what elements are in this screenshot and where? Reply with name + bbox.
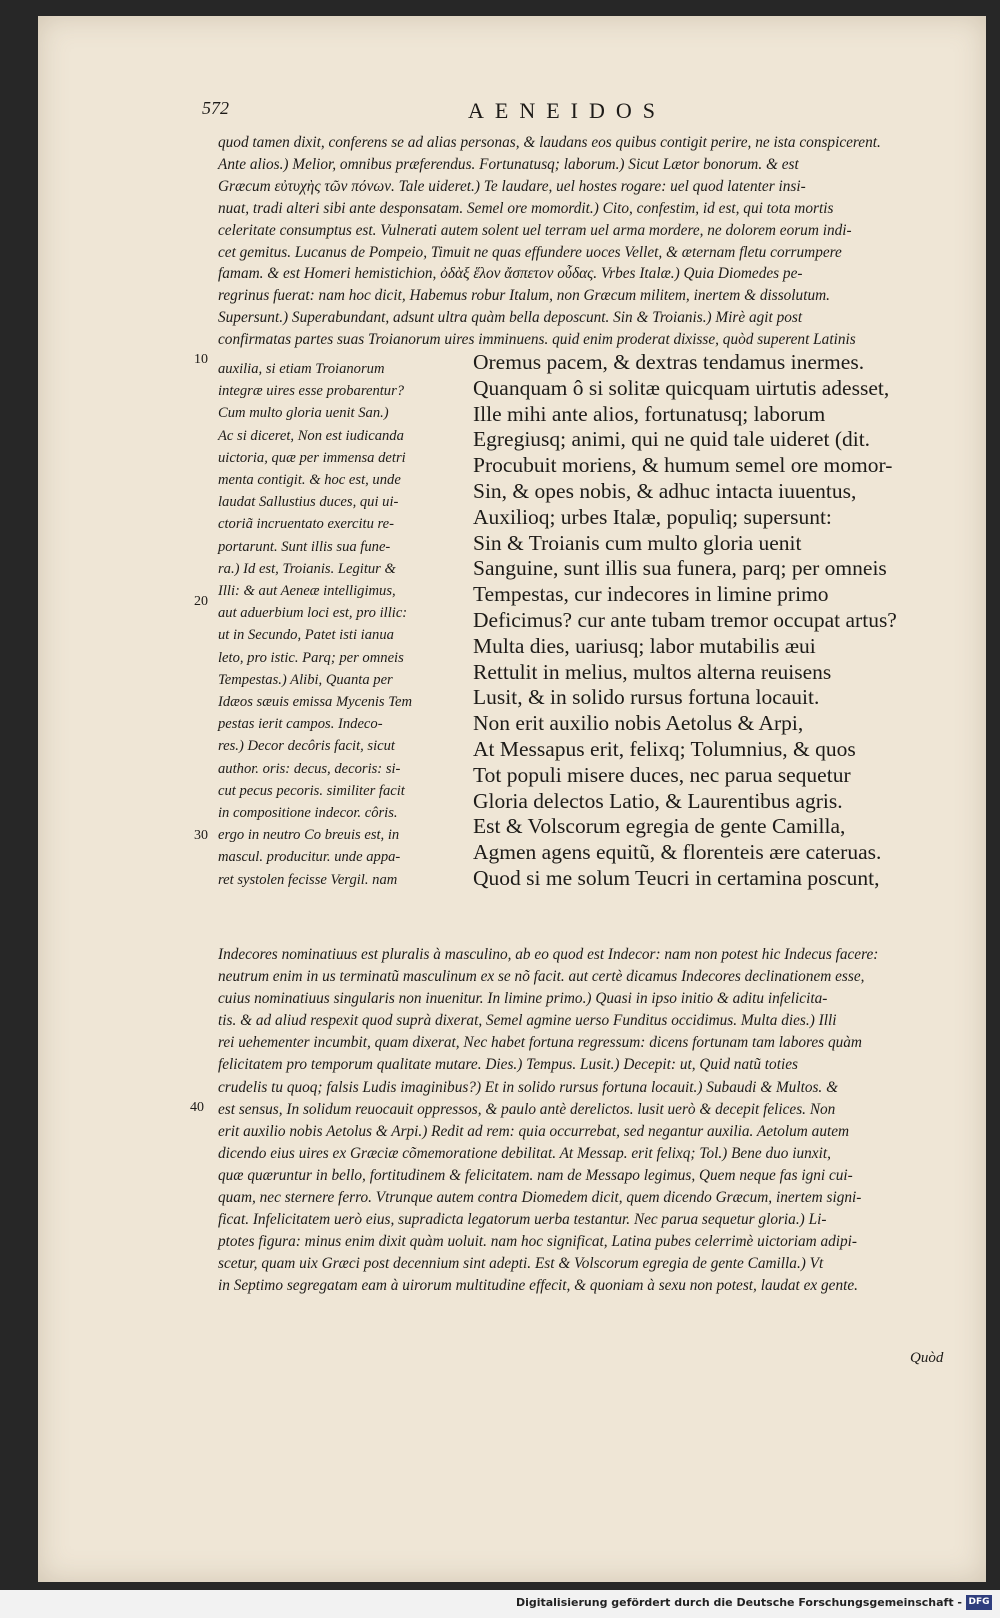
digitization-footer — [0, 1590, 1000, 1618]
book-page — [38, 16, 986, 1582]
commentary-line: menta contigit. & hoc est, unde — [218, 472, 401, 489]
commentary-line: est sensus, In solidum reuocauit oppressos, & paulo antè derelictos. lusit uerò & decepit felices. Non — [218, 1100, 836, 1118]
verse-line: Egregiusq; animi, qui ne quid tale uideret (dit. — [473, 427, 871, 452]
commentary-line: erit auxilio nobis Aetolus & Arpi.) Redit ad rem: quia occurrebat, sed negantur auxilia. Aetolum autem — [218, 1122, 850, 1140]
running-head: AENEIDOS — [468, 98, 666, 123]
commentary-line: famam. & est Homeri hemistichion, ὀδὰξ ἕλον ἄσπετον οὖδας. Vrbes Italæ.) Quia Diomedes pe- — [218, 265, 803, 283]
commentary-line: quæ quæruntur in bello, fortitudinem & felicitatem. nam de Messapo legimus, Quem neque fas igni cui- — [218, 1166, 853, 1184]
verse-line: Lusit, & in solido rursus fortuna locauit. — [473, 685, 820, 710]
commentary-line: Supersunt.) Superabundant, adsunt ultra quàm bella deposcunt. Sin & Troianis.) Mirè agit post — [218, 309, 803, 327]
commentary-line: aut aduerbium loci est, pro illic: — [218, 605, 408, 622]
commentary-line: Idæos sæuis emissa Mycenis Tem — [218, 694, 413, 711]
commentary-line: nuat, tradi alteri sibi ante desponsatam. Semel ore momordit.) Cito, confestim, id est, qui tota mortis — [218, 199, 834, 217]
verse-line: Quod si me solum Teucri in certamina poscunt, — [473, 865, 880, 890]
commentary-line: res.) Decor decôris facit, sicut — [218, 738, 395, 755]
verse-line: Oremus pacem, & dextras tendamus inermes. — [473, 350, 865, 374]
commentary-line: dicendo eius uires ex Græciæ cõmemoratione debilitat. At Messap. erit felixq; Tol.) Bene duo iunxit, — [218, 1144, 831, 1162]
line-number: 10 — [194, 352, 208, 367]
top-commentary — [218, 132, 881, 351]
commentary-line: Illi: & aut Aeneæ intelligimus, — [218, 583, 396, 600]
commentary-line: scetur, quam uix Græci post decennium sint adepti. Est & Volscorum egregia de gente Camilla.) Vt — [218, 1255, 824, 1273]
commentary-line: regrinus fuerat: nam hoc dicit, Habemus robur Italum, non Græcum militem, inertem & dissolutum. — [218, 287, 830, 305]
line-number: 20 — [194, 594, 208, 609]
commentary-line: ergo in neutro Co breuis est, in — [218, 827, 400, 844]
commentary-line: Ante alios.) Melior, omnibus præferendus. Fortunatusq; laborum.) Sicut Lætor bonorum. & est — [218, 155, 799, 173]
commentary-line: ctoriã incruentato exercitu re- — [218, 516, 395, 533]
verse-line: Deficimus? cur ante tubam tremor occupat artus? — [473, 607, 897, 632]
commentary-line: Indecores nominatiuus est pluralis à masculino, ab eo quod est Indecor: nam non potest hic Indecus facere: — [218, 946, 879, 963]
commentary-line: cuius nominatiuus singularis non inuenitur. In limine primo.) Quasi in ipso initio & aditu infelicita- — [218, 990, 828, 1008]
verse-line: Est & Volscorum egregia de gente Camilla, — [473, 814, 846, 839]
verse-line: Quanquam ô si solitæ quicquam uirtutis adesset, — [473, 375, 890, 400]
verse-line: At Messapus erit, felixq; Tolumnius, & quos — [473, 736, 856, 761]
commentary-line: ra.) Id est, Troianis. Legitur & — [218, 560, 396, 577]
commentary-line: cut pecus pecoris. similiter facit — [218, 782, 405, 799]
commentary-line: quod tamen dixit, conferens se ad alias personas, & laudans eos quibus contigit perire, ne ista conspicerent. — [218, 134, 881, 151]
commentary-line: Græcum εὐτυχὴς τῶν πόνων. Tale uideret.) Te laudare, uel hostes rogare: uel quod latenter insi- — [218, 177, 806, 195]
verse-line: Gloria delectos Latio, & Laurentibus agris. — [473, 788, 843, 813]
commentary-line: cet gemitus. Lucanus de Pompeio, Timuit ne quas effundere uoces Vellet, & æternam fletu corrumpere — [218, 243, 842, 261]
commentary-line: ptotes figura: minus enim dixit quàm uoluit. nam hoc significat, Latina pubes celerrimè uictoriam adipi- — [218, 1233, 858, 1251]
commentary-line: leto, pro istic. Parq; per omneis — [218, 649, 404, 666]
side-commentary — [218, 358, 412, 891]
verse-line: Procubuit moriens, & humum semel ore momor- — [473, 453, 893, 478]
commentary-line: integræ uires esse probarentur? — [218, 383, 405, 400]
commentary-line: mascul. producitur. unde appa- — [218, 849, 401, 866]
verse-line: Sin & Troianis cum multo gloria uenit — [473, 530, 802, 555]
verse-line: Multa dies, uariusq; labor mutabilis æui — [473, 633, 816, 658]
commentary-line: quam, nec sternere ferro. Vtrunque autem contra Diomedem dicit, quem dicendo Græcum, inertem signi- — [218, 1189, 862, 1207]
commentary-line: in compositione indecor. côris. — [218, 805, 398, 822]
commentary-line: confirmatas partes suas Troianorum uires imminuens. quid enim proderat dixisse, quòd superent Latinis — [218, 331, 856, 349]
line-number: 40 — [190, 1100, 204, 1115]
commentary-line: pestas ierit campos. Indeco- — [218, 716, 383, 733]
verse-line: Ille mihi ante alios, fortunatusq; laborum — [473, 401, 826, 426]
verse-line: Rettulit in melius, multos alterna reuisens — [473, 659, 832, 684]
verse-line: Sin, & opes nobis, & adhuc intacta iuuentus, — [473, 478, 857, 503]
verse-line: Tempestas, cur indecores in limine primo — [473, 582, 829, 607]
commentary-line: laudat Sallustius duces, qui ui- — [218, 494, 399, 511]
commentary-line: tis. & ad aliud respexit quod suprà dixerat, Semel agmine uerso Funditus occidimus. Multa dies.) Illi — [218, 1012, 837, 1030]
commentary-line: portarunt. Sunt illis sua fune- — [218, 538, 391, 555]
verse-line: Sanguine, sunt illis sua funera, parq; per omneis — [473, 556, 887, 581]
commentary-line: ficat. Infelicitatem uerò eius, supradicta legatorum uerba testantur. Nec parua sequetur gloria.) Li- — [218, 1211, 827, 1229]
commentary-line: auxilia, si etiam Troianorum — [218, 361, 385, 377]
footer-credit: Digitalisierung gefördert durch die Deutsche Forschungsgemeinschaft - — [515, 1596, 962, 1609]
line-number: 30 — [194, 828, 208, 843]
commentary-line: rei uehementer incumbit, quam dixerat, Nec habet fortuna regressum: dicens fortunam tam labores quàm — [218, 1034, 862, 1052]
commentary-line: Cum multo gloria uenit San.) — [218, 405, 389, 422]
verse-line: Auxilioq; urbes Italæ, populiq; supersunt: — [473, 504, 832, 529]
poem-text — [473, 350, 897, 892]
commentary-line: author. oris: decus, decoris: si- — [218, 760, 401, 777]
commentary-line: Tempestas.) Alibi, Quanta per — [218, 671, 393, 688]
verse-line: Tot populi misere duces, nec parua sequetur — [473, 762, 851, 787]
page-number: 572 — [202, 98, 229, 118]
catchword: Quòd — [910, 1350, 944, 1366]
commentary-line: Ac si diceret, Non est iudicanda — [218, 427, 404, 444]
bottom-commentary — [218, 944, 878, 1298]
dfg-logo-icon: DFG — [966, 1595, 992, 1610]
commentary-line: celeritate consumptus est. Vulnerati autem solent uel terram uel arma mordere, ne dolorem eorum indi- — [218, 221, 852, 239]
commentary-line: ut in Secundo, Patet isti ianua — [218, 627, 394, 644]
verse-line: Non erit auxilio nobis Aetolus & Arpi, — [473, 711, 804, 736]
commentary-line: uictoria, quæ per immensa detri — [218, 449, 406, 466]
commentary-line: neutrum enim in us terminatũ masculinum ex se nõ facit. aut certè dicamus Indecores declinationem esse, — [218, 968, 865, 986]
commentary-line: crudelis tu quoq; falsis Ludis imaginibus?) Et in solido rursus fortuna locauit.) Subaudi & Multos. & — [218, 1078, 838, 1096]
commentary-line: ret systolen fecisse Vergil. nam — [218, 871, 398, 888]
commentary-line: felicitatem pro temporum qualitate mutare. Dies.) Tempus. Lusit.) Decepit: ut, Quid natũ toties — [218, 1056, 798, 1074]
verse-line: Agmen agens equitũ, & florenteis ære cateruas. — [473, 840, 882, 865]
commentary-line: in Septimo segregatam eam à uirorum multitudine effecit, & quoniam à sexu non potest, laudat ex gente. — [218, 1277, 858, 1295]
